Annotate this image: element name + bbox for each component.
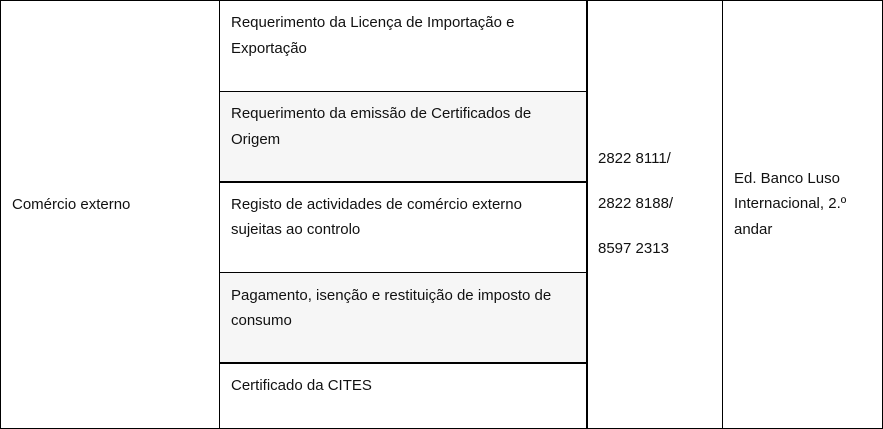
service-item-line: Certificado da CITES — [231, 377, 372, 394]
row-divider — [220, 181, 587, 183]
service-item-line: consumo — [231, 312, 292, 329]
table-border-top — [0, 0, 883, 1]
category-label: Comércio externo — [12, 196, 131, 213]
column-divider — [219, 0, 220, 429]
service-item-line: Requerimento da emissão de Certificados de — [231, 105, 532, 122]
column-divider — [722, 0, 723, 429]
address-line: Internacional, 2.º — [734, 195, 847, 212]
service-item-line: sujeitas ao controlo — [231, 221, 361, 238]
table-border-left — [0, 0, 1, 429]
address-line: andar — [734, 221, 773, 238]
row-divider — [220, 91, 587, 92]
service-item-line: Requerimento da Licença de Importação e — [231, 14, 515, 31]
phone-number: 2822 8188/ — [598, 195, 674, 212]
address-line: Ed. Banco Luso — [734, 170, 840, 187]
phone-number: 2822 8111/ — [598, 150, 671, 167]
row-divider — [220, 362, 587, 364]
service-item-line: Exportação — [231, 40, 307, 57]
service-item-line: Pagamento, isenção e restituição de imposto de — [231, 287, 552, 304]
row-divider — [220, 272, 587, 273]
service-item-line: Origem — [231, 131, 281, 148]
phone-number: 8597 2313 — [598, 240, 669, 257]
column-divider — [586, 0, 588, 429]
service-item-line: Registo de actividades de comércio externo — [231, 196, 522, 213]
